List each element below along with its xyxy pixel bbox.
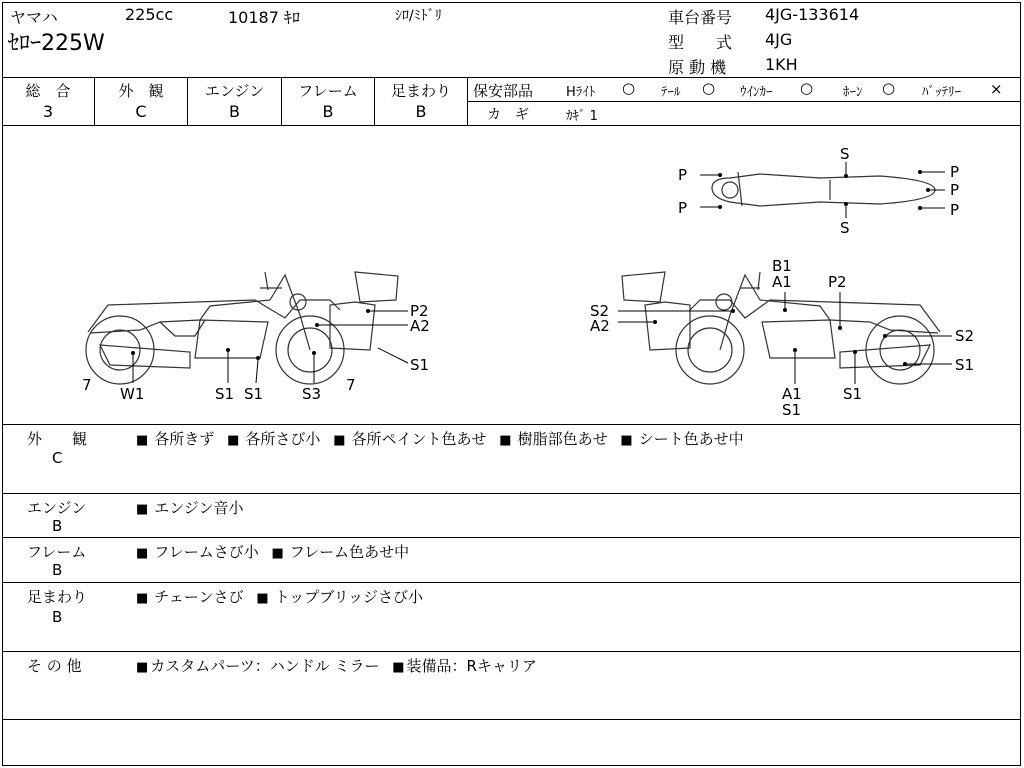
left-label-7a: 7 — [82, 376, 92, 394]
bullet-icon: ■ — [136, 591, 149, 606]
damage-markers — [131, 170, 930, 366]
note-grade-frame: B — [52, 561, 63, 579]
left-label-p2: P2 — [410, 302, 429, 320]
safety-item-winker: ｳｲﾝｶｰ — [740, 85, 773, 100]
bullet-icon: ■ — [136, 433, 149, 448]
safety-label: 保安部品 — [473, 82, 534, 100]
note-items-suspension: ■ チェーンさび ■ トップブリッジさび小 — [136, 588, 423, 606]
key-value: ｶｷﾞ 1 — [566, 109, 598, 124]
bullet-icon: ■ — [392, 660, 405, 675]
color: ｼﾛ/ﾐﾄﾞﾘ — [395, 8, 442, 24]
frame-no-label: 車台番号 — [668, 8, 733, 27]
grade-value-engine: B — [229, 102, 240, 121]
grade-value-suspension: B — [415, 102, 427, 121]
grid-line — [2, 537, 1021, 538]
left-label-s1b: S1 — [244, 385, 264, 403]
note-grade-engine: B — [52, 517, 63, 535]
grade-header-engine: エンジン — [204, 82, 265, 100]
safety-mark-winker: ○ — [800, 79, 814, 97]
maker: ヤマハ — [10, 8, 58, 27]
bullet-icon: ■ — [271, 546, 284, 561]
left-label-s3: S3 — [302, 385, 322, 403]
right-label-p2: P2 — [828, 273, 847, 291]
note-grade-suspension: B — [52, 608, 63, 626]
bullet-icon: ■ — [136, 546, 149, 561]
right-label-s2b: S2 — [955, 327, 975, 345]
grid-line — [2, 582, 1021, 583]
left-label-a2: A2 — [410, 317, 430, 335]
mileage: 10187 ｷﾛ — [228, 8, 300, 27]
top-label-p4: P — [950, 181, 960, 199]
right-label-s1a: S1 — [955, 356, 975, 374]
left-label-w1: W1 — [120, 385, 145, 403]
grade-header-frame: フレーム — [298, 82, 358, 100]
bullet-icon: ■ — [499, 433, 512, 448]
left-label-s1a: S1 — [215, 385, 235, 403]
right-label-s1c: S1 — [843, 385, 863, 403]
frame-no: 4JG-133614 — [765, 5, 860, 24]
top-label-p2: P — [678, 199, 688, 217]
top-label-p5: P — [950, 201, 960, 219]
bullet-icon: ■ — [136, 660, 149, 675]
bullet-icon: ■ — [620, 433, 633, 448]
right-label-a1b: A1 — [782, 385, 802, 403]
grade-header-exterior: 外 観 — [118, 82, 164, 100]
note-items-engine: ■ エンジン音小 — [136, 499, 244, 517]
engine-label: 原 動 機 — [668, 58, 727, 77]
key-label: カ ギ — [487, 107, 529, 123]
grid-line — [2, 493, 1021, 494]
right-label-s2a: S2 — [590, 302, 610, 320]
note-label-suspension: 足まわり — [27, 588, 88, 606]
right-label-b1: B1 — [772, 257, 792, 275]
top-label-s-lower: S — [840, 219, 850, 237]
safety-mark-horn: ○ — [882, 79, 896, 97]
note-items-other: ■ カスタムパーツ：ハンドル ミラー ■ 装備品：Rキャリア — [136, 657, 537, 675]
note-items-exterior: ■ 各所きず ■ 各所さび小 ■ 各所ペイント色あせ ■ 樹脂部色あせ ■ シート色あせ中 — [136, 430, 744, 448]
left-label-7b: 7 — [346, 376, 356, 394]
grade-value-frame: B — [322, 102, 334, 121]
note-items-frame: ■ フレームさび小 ■ フレーム色あせ中 — [136, 543, 410, 561]
model-name: ｾﾛｰ225W — [8, 31, 105, 56]
bullet-icon: ■ — [333, 433, 346, 448]
engine-value: 1KH — [765, 55, 798, 74]
note-grade-exterior: C — [52, 449, 63, 467]
displacement: 225cc — [125, 5, 174, 24]
right-label-s1b: S1 — [782, 401, 802, 419]
type-value: 4JG — [765, 30, 793, 49]
grid-line — [2, 651, 1021, 652]
right-label-a2: A2 — [590, 317, 610, 335]
grid-line — [2, 719, 1021, 720]
right-label-a1: A1 — [772, 273, 792, 291]
bullet-icon: ■ — [136, 502, 149, 517]
safety-mark-battery: × — [990, 80, 1003, 98]
top-view-bike-drawing — [712, 172, 935, 206]
grade-header-suspension: 足まわり — [390, 82, 451, 100]
safety-mark-headlight: ○ — [622, 79, 636, 97]
bullet-icon: ■ — [256, 591, 269, 606]
safety-mark-taillight: ○ — [702, 79, 716, 97]
type-label: 型 式 — [668, 33, 733, 52]
note-label-exterior: 外 観 — [27, 430, 88, 448]
safety-item-battery: ﾊﾞｯﾃﾘｰ — [922, 85, 961, 100]
grade-header-total: 総 合 — [25, 82, 71, 100]
safety-item-taillight: ﾃｰﾙ — [661, 85, 681, 100]
note-label-other: そ の 他 — [27, 657, 82, 675]
safety-item-horn: ﾎｰﾝ — [843, 85, 863, 100]
note-label-frame: フレーム — [27, 543, 87, 561]
top-label-p1: P — [678, 166, 688, 184]
grade-value-total: 3 — [42, 102, 54, 121]
top-label-p3: P — [950, 163, 960, 181]
top-label-s-upper: S — [840, 145, 850, 163]
bullet-icon: ■ — [227, 433, 240, 448]
note-label-engine: エンジン — [27, 499, 87, 517]
left-label-s1: S1 — [410, 356, 430, 374]
grade-value-exterior: C — [135, 102, 147, 121]
safety-item-headlight: Hﾗｲﾄ — [566, 85, 596, 100]
